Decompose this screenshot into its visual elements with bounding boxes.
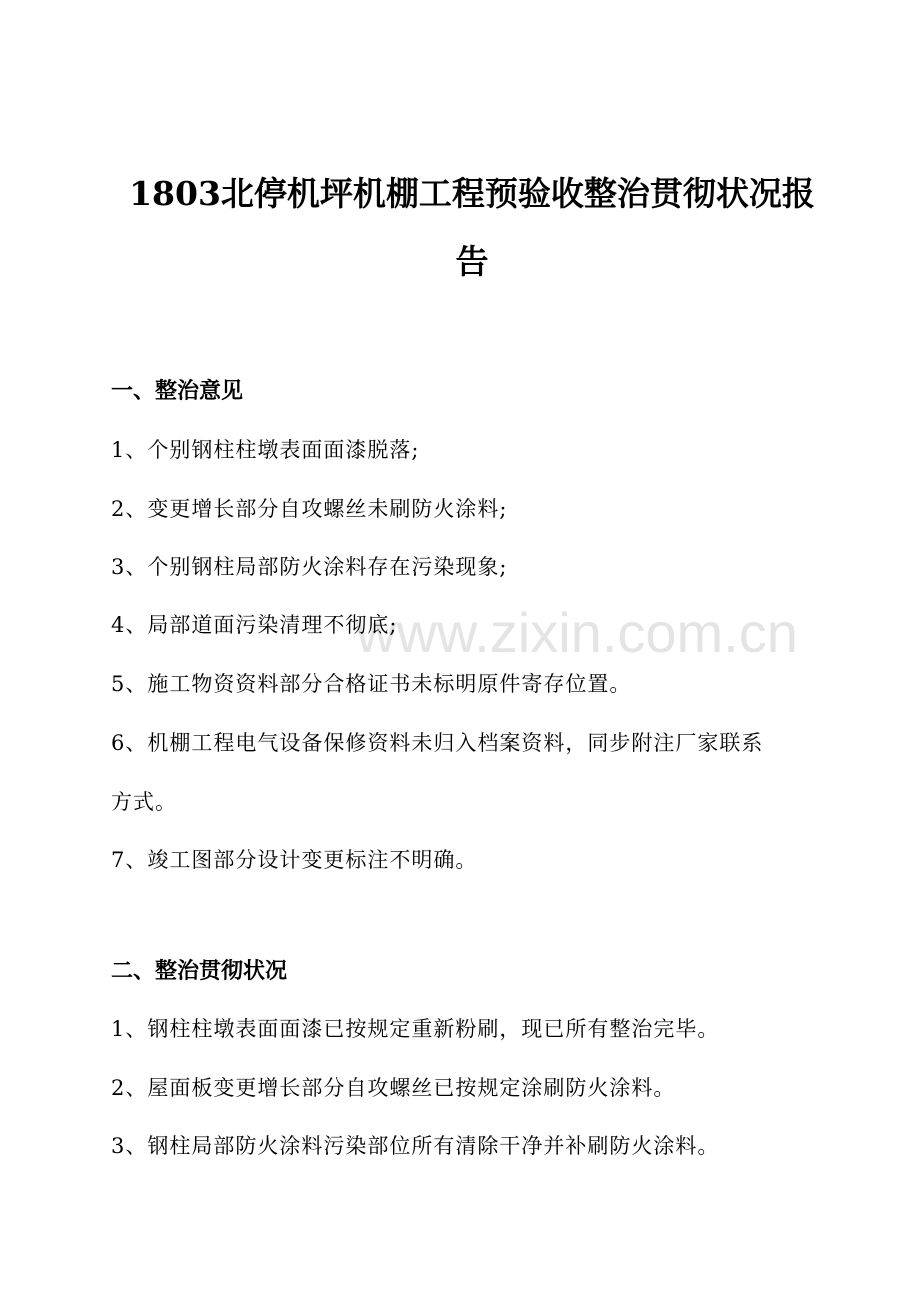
watermark-text: www.zixin.com.cn: [356, 601, 798, 664]
section1-item-2: 2、变更增长部分自攻螺丝未刷防火涂料;: [111, 497, 508, 521]
section2-heading: 二、整治贯彻状况: [111, 958, 288, 984]
section1-item-6-continued: 方式。: [111, 790, 177, 814]
section1-item-7: 7、竣工图部分设计变更标注不明确。: [111, 848, 478, 872]
document-title-line1: 1803北停机坪机棚工程预验收整治贯彻状况报: [129, 174, 815, 213]
section1-item-5: 5、施工物资资料部分合格证书未标明原件寄存位置。: [111, 672, 632, 696]
section1-item-6: 6、机棚工程电气设备保修资料未归入档案资料，同步附注厂家联系: [111, 731, 764, 755]
section1-item-4: 4、局部道面污染清理不彻底;: [111, 613, 398, 637]
section2-item-1: 1、钢柱柱墩表面面漆已按规定重新粉刷，现已所有整治完毕。: [111, 1017, 720, 1041]
section1-item-3: 3、个别钢柱局部防火涂料存在污染现象;: [111, 555, 508, 579]
document-title-line2: 告: [455, 242, 489, 281]
section2-item-3: 3、钢柱局部防火涂料污染部位所有清除干净并补刷防火涂料。: [111, 1134, 720, 1158]
section1-heading: 一、整治意见: [111, 378, 244, 404]
section2-item-2: 2、屋面板变更增长部分自攻螺丝已按规定涂刷防火涂料。: [111, 1076, 676, 1100]
section1-item-1: 1、个别钢柱柱墩表面面漆脱落;: [111, 438, 420, 462]
